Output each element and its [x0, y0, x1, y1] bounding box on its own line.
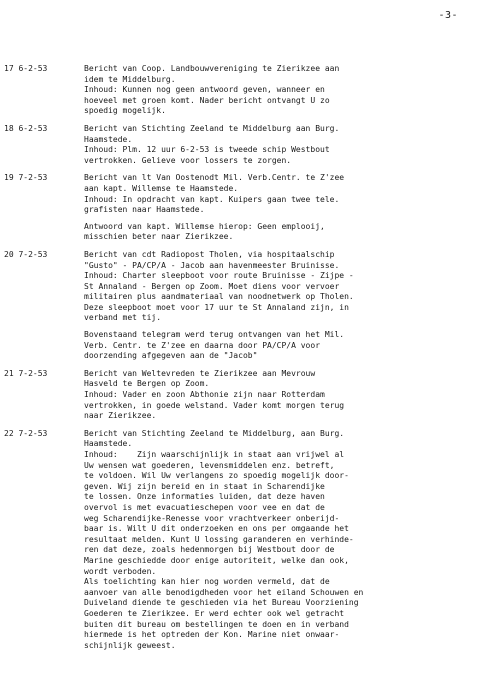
text-line: Marine geschiedde door enige autoriteit, welke dan ook, — [84, 555, 349, 565]
log-entry — [4, 250, 474, 362]
text-line: Goederen te Zierikzee. Er werd echter ook wel getracht — [84, 608, 345, 618]
text-line: grafisten naar Haamstede. — [84, 205, 205, 215]
text-line: Inhoud: Kunnen nog geen antwoord geven, wanneer en — [84, 85, 325, 95]
text-line: Bovenstaand telegram werd terug ontvangen van het Mil. — [84, 330, 345, 340]
text-line: resultaat melden. Kunt U lossing garanderen en verhinde- — [84, 534, 354, 544]
text-line: spoedig mogelijk. — [84, 106, 166, 116]
text-line: Bericht van lt Van Oostenodt Mil. Verb.Centr. te Z'zee — [84, 173, 345, 183]
text-line: vertrokken, in goede welstand. Vader komt morgen terug — [84, 400, 345, 410]
log-entry — [4, 64, 474, 117]
text-line: ren dat deze, zoals hedenmorgen bij Westbout door de — [84, 545, 335, 555]
text-line: aan kapt. Willemse te Haamstede. — [84, 183, 239, 193]
text-line: weg Scharendijke-Renesse voor vrachtverkeer onberijd- — [84, 513, 340, 523]
text-line: Als toelichting kan hier nog worden vermeld, dat de — [84, 577, 330, 587]
text-line: vertrokken. Gelieve voor lossers te zorgen. — [84, 155, 292, 165]
text-line: naar Zierikzee. — [84, 411, 157, 421]
text-line: doorzending afgegeven aan de "Jacob" — [84, 351, 258, 361]
text-line: hiermede is het optreden der Kon. Marine niet onwaar- — [84, 630, 340, 640]
entry-date: 20 7-2-53 — [4, 249, 48, 259]
text-line: Bericht van cdt Radiopost Tholen, via hospitaalschip — [84, 249, 335, 259]
text-line: "Gusto" - PA/CP/A - Jacob aan havenmeester Bruinisse. — [84, 260, 340, 270]
text-line: Hasveld te Bergen op Zoom. — [84, 379, 210, 389]
entry-body — [84, 173, 474, 243]
text-line: baar is. Wilt U dit onderzoeken en ons per omgaande het — [84, 524, 349, 534]
text-line: idem te Middelburg. — [84, 74, 176, 84]
entry-date: 21 7-2-53 — [4, 368, 48, 378]
text-line: militairen plus aandmateriaal van noodnetwerk op Tholen. — [84, 292, 354, 302]
text-line: Inhoud: Zijn waarschijnlijk in staat aan vrijwel al — [84, 450, 345, 459]
text-line: Haamstede. — [84, 439, 133, 449]
text-line: Uw wensen wat goederen, levensmiddelen enz. betreft, — [84, 460, 335, 470]
text-line: Bericht van Stichting Zeeland te Middelburg, aan Burg. — [84, 428, 345, 438]
text-line: te lossen. Onze informaties luiden, dat deze haven — [84, 492, 325, 502]
entry-date: 17 6-2-53 — [4, 64, 48, 73]
text-line: hoeveel met groen komt. Nader bericht ontvangt U zo — [84, 95, 330, 105]
text-line: geven. Wij zijn bereid en in staat in Scharendijke — [84, 481, 325, 491]
text-line: buiten dit bureau om bestellingen te doen en in verband — [84, 619, 349, 629]
text-line: overvol is met evacuatieschepen voor vee en dat de — [84, 502, 325, 512]
text-line: Inhoud: In opdracht van kapt. Kuipers gaan twee tele. — [84, 194, 340, 204]
text-line: St Annaland - Bergen op Zoom. Moet diens voor vervoer — [84, 281, 340, 291]
text-line: Antwoord van kapt. Willemse hierop: Geen emplooij, — [84, 221, 325, 231]
text-line: Haamstede. — [84, 134, 133, 144]
entry-date: 18 6-2-53 — [4, 123, 48, 133]
entry-body — [84, 250, 474, 362]
entry-body — [84, 64, 474, 117]
entry-body — [84, 124, 474, 166]
log-entry — [4, 173, 474, 243]
entry-date: 22 7-2-53 — [4, 428, 48, 438]
text-line: Duiveland diende te geschieden via het Bureau Voorziening — [84, 598, 359, 608]
text-line: Deze sleepboot moet voor 17 uur te St Annaland zijn, in — [84, 302, 349, 312]
log-entry — [4, 369, 474, 422]
text-line: wordt verboden. — [84, 566, 157, 576]
text-line: aanvoer van alle benodigdheden voor het eiland Schouwen en — [84, 587, 364, 597]
text-line: Bericht van Stichting Zeeland te Middelburg aan Burg. — [84, 123, 340, 133]
entry-body — [84, 429, 474, 651]
text-line: verband met tij. — [84, 313, 162, 323]
text-line: Inhoud: Vader en zoon Abthonie zijn naar Rotterdam — [84, 390, 325, 400]
entry-date: 19 7-2-53 — [4, 173, 48, 183]
text-line: misschien beter naar Zierikzee. — [84, 232, 234, 242]
text-line: Verb. Centr. te Z'zee en daarna door PA/CP/A voor — [84, 340, 321, 350]
page-number: -3- — [438, 10, 458, 21]
entry-body — [84, 369, 474, 422]
text-line: Inhoud: Plm. 12 uur 6-2-53 is tweede schip Westbout — [84, 145, 330, 155]
text-line: Bericht van Coop. Landbouwvereniging te Zierikzee aan — [84, 64, 340, 73]
text-line: Bericht van Weltevreden te Zierikzee aan Mevrouw — [84, 368, 316, 378]
log-entry — [4, 124, 474, 166]
text-line: Inhoud: Charter sleepboot voor route Bruinisse - Zijpe - — [84, 271, 354, 281]
text-line: te voldoen. Wil Uw verlangens zo spoedig mogelijk door- — [84, 471, 349, 481]
log-entry — [4, 429, 474, 651]
message-log — [4, 64, 474, 658]
text-line: schijnlijk geweest. — [84, 640, 176, 650]
